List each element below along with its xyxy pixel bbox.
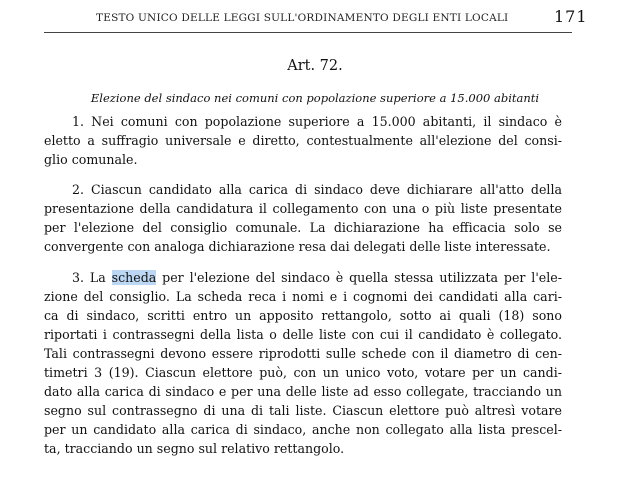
paragraph-3-line-8: segno sul contrassegno di una di tali liste. Ciascun elettore può altresì votare bbox=[44, 403, 562, 418]
paragraph-3-line-2: zione del consiglio. La scheda reca i nomi e i cognomi dei candidati alla cari- bbox=[44, 289, 562, 304]
paragraph-3-line-6: timetri 3 (19). Ciascun elettore può, con un unico voto, votare per un candi- bbox=[44, 365, 562, 380]
paragraph-3-rest: per l'elezione del sindaco è quella stessa utilizzata per l'ele- bbox=[156, 270, 562, 285]
article-subtitle: Elezione del sindaco nei comuni con popolazione superiore a 15.000 abitanti bbox=[90, 91, 540, 105]
running-head: TESTO UNICO DELLE LEGGI SULL'ORDINAMENTO DEGLI ENTI LOCALI bbox=[96, 12, 509, 24]
paragraph-3-line-5: Tali contrassegni devono essere riprodotti sulle schede con il diametro di cen- bbox=[44, 346, 562, 361]
paragraph-2-line-1: 2. Ciascun candidato alla carica di sindaco deve dichiarare all'atto della bbox=[72, 182, 562, 197]
paragraph-1-line-1: 1. Nei comuni con popolazione superiore a 15.000 abitanti, il sindaco è bbox=[72, 114, 562, 129]
paragraph-1-line-3: glio comunale. bbox=[44, 152, 138, 167]
paragraph-3-line-3: ca di sindaco, scritti entro un apposito rettangolo, sotto ai quali (18) sono bbox=[44, 308, 562, 323]
paragraph-3-lead: 3. La bbox=[72, 270, 112, 285]
paragraph-3-line-10: ta, tracciando un segno sul relativo rettangolo. bbox=[44, 441, 345, 456]
paragraph-2-line-4: convergente con analoga dichiarazione resa dai delegati delle liste interessate. bbox=[44, 239, 551, 254]
highlighted-word[interactable]: scheda bbox=[111, 270, 157, 285]
paragraph-3-line-1 bbox=[44, 270, 562, 286]
header-rule bbox=[44, 32, 572, 33]
page-number: 171 bbox=[554, 7, 588, 26]
paragraph-3-line-9: per un candidato alla carica di sindaco, anche non collegato alla lista prescel- bbox=[44, 422, 562, 437]
paragraph-1-line-2: eletto a suffragio universale e diretto, contestualmente all'elezione del consi- bbox=[44, 133, 562, 148]
paragraph-3-line-7: dato alla carica di sindaco e per una delle liste ad esso collegate, tracciando un bbox=[44, 384, 562, 399]
paragraph-3-line-4: riportati i contrassegni della lista o delle liste con cui il candidato è collegato. bbox=[44, 327, 562, 342]
article-title: Art. 72. bbox=[287, 58, 343, 74]
paragraph-2-line-2: presentazione della candidatura il collegamento con una o più liste presentate bbox=[44, 201, 562, 216]
paragraph-2-line-3: per l'elezione del consiglio comunale. La dichiarazione ha efficacia solo se bbox=[44, 220, 562, 235]
